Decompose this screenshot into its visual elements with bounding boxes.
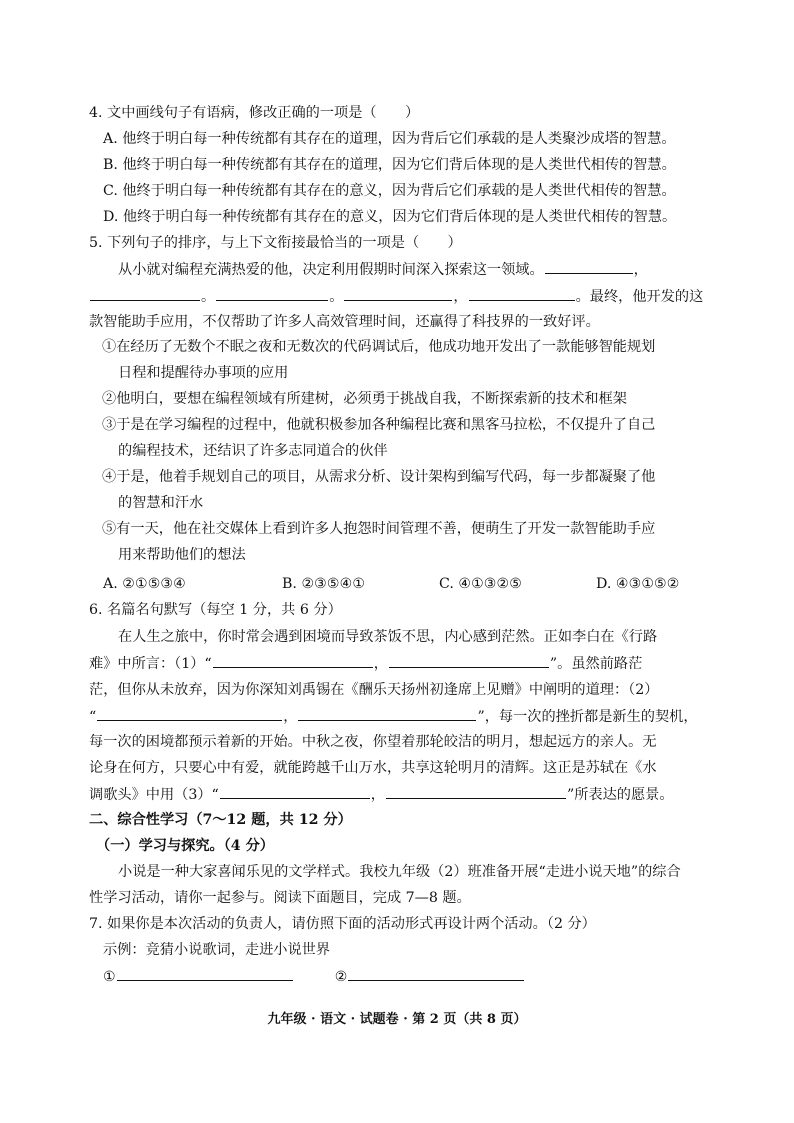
q5-item-2: ②他明白，要想在编程领域有所建树，必须勇于挑战自我，不断探索新的技术和框架 [102, 391, 627, 407]
q5-passage-text: 从小就对编程充满热爱的他，决定利用假期时间深入探索这一领域。 [118, 262, 544, 278]
q6-stem: 6. 名篇名句默写（每空 1 分，共 6 分） [89, 602, 342, 618]
q5-passage-line2 [89, 286, 703, 307]
q5-blank-4[interactable] [344, 286, 452, 301]
q6-text: ”。虽然前路茫 [549, 656, 643, 672]
q6-line3: 茫，但你从未放弃，因为你深知刘禹锡在《酬乐天扬州初逢席上见赠》中阐明的道理：（2） [89, 682, 659, 698]
q6-line2 [89, 653, 642, 674]
q6-text: ， [370, 787, 385, 803]
q5-stem: 5. 下列句子的排序，与上下文衔接最恰当的一项是（ ） [89, 235, 462, 251]
q6-text: 难》中所言：（1）“ [89, 656, 212, 672]
q6-blank-4[interactable] [298, 706, 476, 721]
q5-item-1-cont: 日程和提醒待办事项的应用 [118, 365, 289, 381]
q5-sep: 。 [329, 289, 344, 305]
q6-blank-1[interactable] [213, 653, 373, 668]
q5-blank-2[interactable] [90, 286, 200, 301]
q7-answer-line [103, 966, 525, 987]
q4-option-c: C. 他终于明白每一种传统都有其存在的意义，因为背后它们承载的是人类世代相传的智慧。 [103, 183, 676, 199]
q6-text: 调歌头》中用（3）“ [89, 787, 219, 803]
q4-option-d: D. 他终于明白每一种传统都有其存在的意义，因为它们背后体现的是人类世代相传的智慧。 [103, 209, 677, 225]
q7-blank-1-label: ① [103, 969, 116, 985]
section-2-sub1: （一）学习与探究。（4 分） [96, 838, 274, 854]
section-2-intro-line1: 小说是一种大家喜闻乐见的文学样式。我校九年级（2）班准备开展“走进小说天地”的综合 [118, 864, 681, 880]
q7-stem: 7. 如果你是本次活动的负责人，请仿照下面的活动形式再设计两个活动。（2 分） [89, 916, 596, 932]
q5-passage-end: 。最终，他开发的这 [575, 289, 704, 305]
q6-blank-5[interactable] [220, 784, 370, 799]
q5-comma: ， [633, 262, 648, 278]
q7-blank-1[interactable] [117, 966, 293, 981]
q5-item-3: ③于是在学习编程的过程中，他就积极参加各种编程比赛和黑客马拉松，不仅提升了自己 [102, 417, 656, 433]
q5-choice-d: D. ④③①⑤② [596, 576, 680, 592]
q6-line7 [89, 784, 674, 805]
q4-option-b: B. 他终于明白每一种传统都有其存在的道理，因为它们背后体现的是人类世代相传的智慧。 [103, 157, 676, 173]
section-2-title: 二、综合性学习（7～12 题，共 12 分） [89, 812, 352, 828]
q5-item-1: ①在经历了无数个不眠之夜和无数次的代码调试后，他成功地开发出了一款能够智能规划 [102, 339, 656, 355]
q5-sep: 。 [201, 289, 216, 305]
q7-blank-2-label: ② [334, 969, 348, 985]
q6-blank-6[interactable] [386, 784, 566, 799]
q6-blank-3[interactable] [97, 706, 282, 721]
q5-blank-1[interactable] [545, 259, 633, 274]
q5-passage-line1 [118, 259, 648, 280]
q5-choice-a: A. ②①⑤③④ [103, 576, 186, 592]
q6-line5: 每一次的困境都预示着新的开始。中秋之夜，你望着那轮皎洁的明月，想起远方的亲人。无 [89, 734, 657, 750]
q5-choice-b: B. ②③⑤④① [282, 576, 366, 592]
q7-example: 示例：竞猜小说歌词，走进小说世界 [103, 942, 331, 958]
q5-item-5: ⑤有一天，他在社交媒体上看到许多人抱怨时间管理不善，便萌生了开发一款智能助手应 [102, 521, 656, 537]
page-footer: 九年级 · 语文 · 试题卷 · 第 2 页（共 8 页） [267, 1012, 527, 1027]
q6-line4 [89, 706, 698, 727]
q5-choice-c: C. ④①③②⑤ [439, 576, 522, 592]
q5-blank-5[interactable] [469, 286, 575, 301]
q5-blank-3[interactable] [216, 286, 328, 301]
q6-text: ， [373, 656, 388, 672]
q5-item-5-cont: 用来帮助他们的想法 [118, 547, 246, 563]
q6-line1: 在人生之旅中，你时常会遇到困境而导致茶饭不思，内心感到茫然。正如李白在《行路 [118, 629, 658, 645]
q5-sep: ， [453, 289, 468, 305]
q5-item-4: ④于是，他着手规划自己的项目，从需求分析、设计架构到编写代码，每一步都凝聚了他 [102, 469, 656, 485]
q5-passage-line3: 款智能助手应用，不仅帮助了许多人高效管理时间，还赢得了科技界的一致好评。 [89, 314, 600, 330]
q6-text: ”所表达的愿景。 [566, 787, 674, 803]
q6-line6: 论身在何方，只要心中有爱，就能跨越千山万水，共享这轮明月的清辉。这正是苏轼在《水 [89, 760, 657, 776]
q4-stem: 4. 文中画线句子有语病，修改正确的一项是（ ） [89, 105, 420, 121]
q5-item-3-cont: 的编程技术，还结识了许多志同道合的伙伴 [118, 443, 388, 459]
q6-text: ”，每一次的挫折都是新生的契机， [477, 709, 698, 725]
q4-option-a: A. 他终于明白每一种传统都有其存在的道理，因为背后它们承载的是人类聚沙成塔的智慧。 [103, 131, 676, 147]
q6-blank-2[interactable] [389, 653, 549, 668]
q6-text: “ [89, 709, 97, 725]
q5-item-4-cont: 的智慧和汗水 [118, 495, 204, 511]
q7-blank-2[interactable] [348, 966, 524, 981]
section-2-intro-line2: 性学习活动，请你一起参与。阅读下面题目，完成 7—8 题。 [89, 890, 471, 906]
q6-text: ， [283, 709, 298, 725]
